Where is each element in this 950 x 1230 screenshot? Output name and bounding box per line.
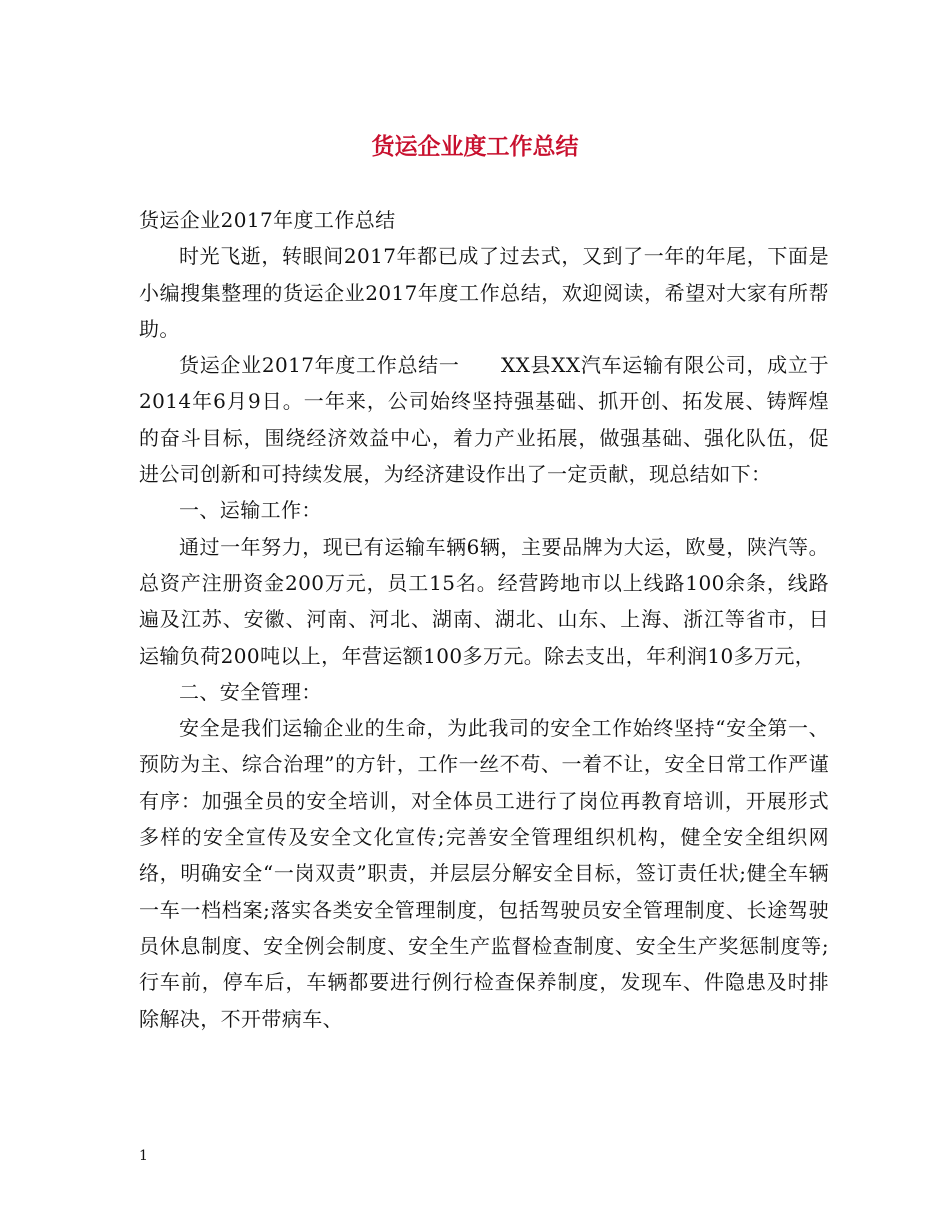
section-heading-transport: 一、运输工作：	[179, 498, 322, 523]
body-paragraph-company-overview: 货运企业2017年度工作总结一 XX县XX汽车运输有限公司，成立于2014年6月9日。一年来，公司始终坚持强基础、抓开创、拓发展、铸辉煌的奋斗目标，围绕经济效益中心，着力产业拓展，做强基础、强化队伍，促进公司创新和可持续发展，为经济建设作出了一定贡献，现总结如下：	[139, 353, 829, 487]
document-body	[139, 202, 829, 1037]
body-paragraph-transport: 通过一年努力，现已有运输车辆6辆，主要品牌为大运，欧曼，陕汽等。总资产注册资金200万元，员工15名。经营跨地市以上线路100余条，线路遍及江苏、安徽、河南、河北、湖南、湖北、山东、上海、浙江等省市，日运输负荷200吨以上，年营运额100多万元。除去支出，年利润10多万元，	[139, 534, 829, 668]
document-title: 货运企业度工作总结	[371, 134, 579, 160]
section-heading-safety: 二、安全管理：	[179, 679, 322, 704]
body-paragraph-intro: 时光飞逝，转眼间2017年都已成了过去式，又到了一年的年尾，下面是小编搜集整理的货运企业2017年度工作总结，欢迎阅读，希望对大家有所帮助。	[139, 244, 829, 341]
body-paragraph-subtitle: 货运企业2017年度工作总结	[139, 208, 396, 232]
body-paragraph-safety: 安全是我们运输企业的生命，为此我司的安全工作始终坚持“安全第一、预防为主、综合治理”的方针，工作一丝不苟、一着不让，安全日常工作严谨有序：加强全员的安全培训，对全体员工进行了岗位再教育培训，开展形式多样的安全宣传及安全文化宣传;完善安全管理组织机构，健全安全组织网络，明确安全“一岗双责”职责，并层层分解安全目标，签订责任状;健全车辆一车一档档案;落实各类安全管理制度，包括驾驶员安全管理制度、长途驾驶员休息制度、安全例会制度、安全生产监督检查制度、安全生产奖惩制度等;行车前，停车后，车辆都要进行例行检查保养制度，发现车、件隐患及时排除解决，不开带病车、	[139, 716, 829, 1031]
page-number: 1	[139, 1148, 148, 1164]
